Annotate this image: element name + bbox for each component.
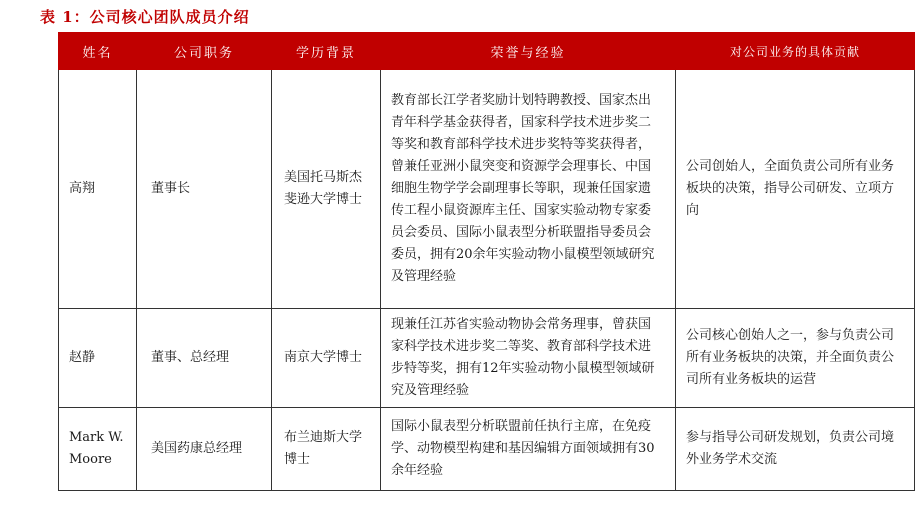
header-row: [59, 33, 915, 70]
table-row: [59, 408, 915, 491]
member-honors: 现兼任江苏省实验动物协会常务理事，曾获国家科学技术进步奖二等奖、教育部科学技术进步特等奖，拥有12年实验动物小鼠模型领域研究及管理经验: [381, 309, 676, 408]
member-name: Mark W. Moore: [59, 408, 137, 491]
table-row: [59, 309, 915, 408]
member-name: 赵静: [59, 309, 137, 408]
header-role: 公司职务: [137, 33, 272, 70]
member-honors: 国际小鼠表型分析联盟前任执行主席，在免疫学、动物模型构建和基因编辑方面领域拥有30余年经验: [381, 408, 676, 491]
member-honors: 教育部长江学者奖励计划特聘教授、国家杰出青年科学基金获得者，国家科学技术进步奖二等奖和教育部科学技术进步奖特等奖获得者，曾兼任亚洲小鼠突变和资源学会理事长、中国细胞生物学学会副理事长等职，现兼任国家遗传工程小鼠资源库主任、国家实验动物专家委员会委员、国际小鼠表型分析联盟指导委员会委员，拥有20余年实验动物小鼠模型领域研究及管理经验: [381, 70, 676, 309]
member-role: 美国药康总经理: [137, 408, 272, 491]
member-role: 董事长: [137, 70, 272, 309]
member-education: 布兰迪斯大学博士: [272, 408, 381, 491]
table-row: [59, 70, 915, 309]
member-role: 董事、总经理: [137, 309, 272, 408]
team-table: [58, 32, 915, 491]
member-education: 美国托马斯杰斐逊大学博士: [272, 70, 381, 309]
member-name: 高翔: [59, 70, 137, 309]
header-education: 学历背景: [272, 33, 381, 70]
member-education: 南京大学博士: [272, 309, 381, 408]
member-contribution: 公司核心创始人之一，参与负责公司所有业务板块的决策，并全面负责公司所有业务板块的运营: [676, 309, 915, 408]
header-name: 姓名: [59, 33, 137, 70]
header-honors: 荣誉与经验: [381, 33, 676, 70]
header-contribution: 对公司业务的具体贡献: [676, 33, 915, 70]
member-contribution: 参与指导公司研发规划，负责公司境外业务学术交流: [676, 408, 915, 491]
member-contribution: 公司创始人，全面负责公司所有业务板块的决策，指导公司研发、立项方向: [676, 70, 915, 309]
table-caption: 表 1：公司核心团队成员介绍: [40, 8, 250, 26]
